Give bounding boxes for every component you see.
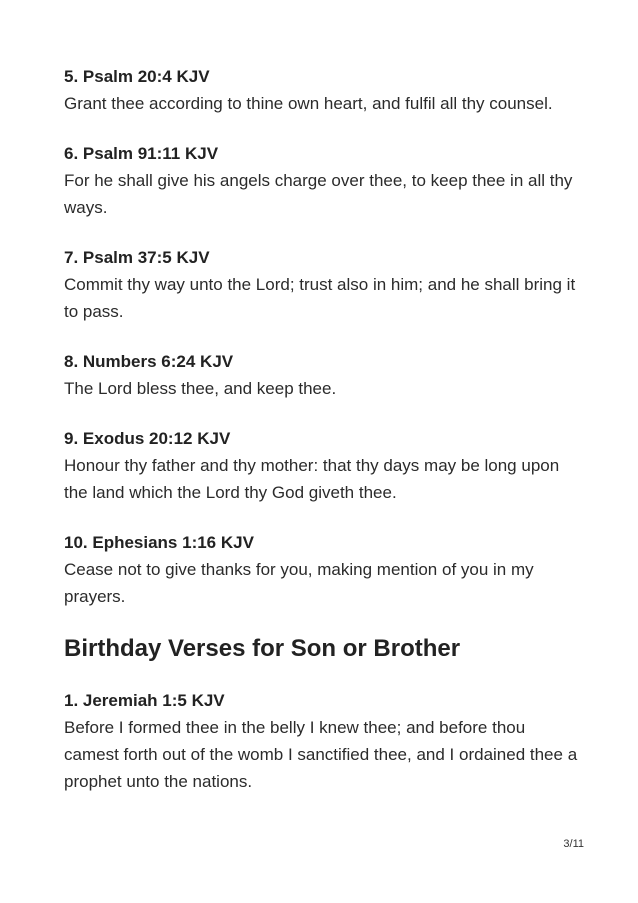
verse-reference: 10. Ephesians 1:16 KJV xyxy=(64,533,254,552)
verse-text: For he shall give his angels charge over thee, to keep thee in all thy ways. xyxy=(64,171,573,217)
verse-item xyxy=(64,64,584,117)
verse-item xyxy=(64,141,584,221)
verse-item xyxy=(64,426,584,506)
verse-text: Cease not to give thanks for you, making mention of you in my prayers. xyxy=(64,560,534,606)
page-content xyxy=(64,64,584,819)
page-number: 3/11 xyxy=(563,838,584,850)
section-heading: Birthday Verses for Son or Brother xyxy=(64,635,461,662)
verse-item xyxy=(64,349,584,402)
verse-text: Honour thy father and thy mother: that thy days may be long upon the land which the Lord thy God giveth thee. xyxy=(64,456,560,502)
verse-text: Commit thy way unto the Lord; trust also in him; and he shall bring it to pass. xyxy=(64,275,576,321)
verse-reference: 5. Psalm 20:4 KJV xyxy=(64,67,210,86)
verse-text: The Lord bless thee, and keep thee. xyxy=(64,379,337,398)
verse-reference: 8. Numbers 6:24 KJV xyxy=(64,352,234,371)
verse-item xyxy=(64,245,584,325)
verse-reference: 7. Psalm 37:5 KJV xyxy=(64,248,210,267)
verse-reference: 6. Psalm 91:11 KJV xyxy=(64,144,219,163)
verse-text: Before I formed thee in the belly I knew thee; and before thou camest forth out of the womb I sanctified thee, and I ordained thee a prophet unto the nations. xyxy=(64,718,578,791)
verse-item xyxy=(64,688,584,795)
verse-item xyxy=(64,530,584,610)
verse-reference: 9. Exodus 20:12 KJV xyxy=(64,429,231,448)
verse-reference: 1. Jeremiah 1:5 KJV xyxy=(64,691,225,710)
verse-text: Grant thee according to thine own heart, and fulfil all thy counsel. xyxy=(64,94,553,113)
